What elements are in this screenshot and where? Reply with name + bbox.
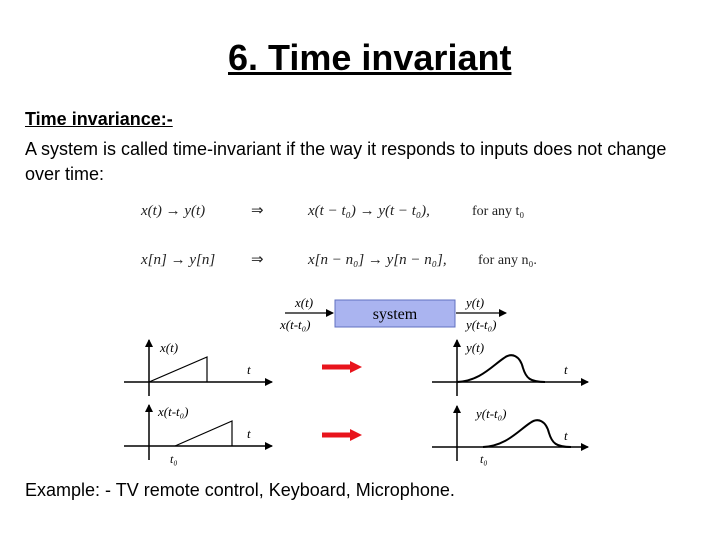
plot-input-shifted: [124, 404, 272, 466]
input-label-bottom: x(t-t₀): [280, 317, 311, 332]
eq-continuous-lhs: x(t) → y(t): [141, 203, 206, 219]
signal-curve: [149, 357, 207, 382]
eq-discrete-implies: ⇒: [251, 252, 264, 268]
tick-t0: t₀: [480, 452, 488, 466]
eq-discrete-condition: for any n₀.: [478, 253, 537, 268]
xlabel: t: [247, 362, 251, 377]
ylabel: x(t): [160, 340, 179, 355]
system-block-diagram: [279, 295, 506, 332]
input-label-top: x(t): [295, 295, 314, 310]
eq-continuous-rhs: x(t − t₀) → y(t − t₀),: [308, 203, 430, 219]
eq-continuous-condition: for any t₀: [472, 204, 525, 219]
eq-discrete-lhs: x[n] → y[n]: [141, 252, 216, 268]
section-heading: Time invariance:-: [25, 109, 173, 129]
system-label: system: [372, 306, 418, 323]
xlabel: t: [564, 428, 568, 443]
eq-continuous-implies: ⇒: [251, 203, 264, 219]
example-text: Example: - TV remote control, Keyboard, Microphone.: [25, 480, 455, 500]
signal-curve: [175, 421, 232, 446]
red-arrow-top-head: [350, 361, 362, 373]
output-label-bottom: y(t-t₀): [466, 317, 497, 332]
signal-curve: [457, 355, 545, 382]
xlabel: t: [247, 426, 251, 441]
xlabel: t: [564, 362, 568, 377]
transform-arrows: [322, 361, 362, 441]
plot-output-shifted: [432, 406, 588, 466]
slide-title: 6. Time invariant: [228, 37, 512, 78]
eq-discrete-rhs: x[n − n₀] → y[n − n₀],: [308, 252, 447, 268]
tick-t0: t₀: [170, 452, 178, 466]
plot-output-original: [432, 340, 588, 396]
ylabel: x(t-t₀): [158, 404, 189, 419]
red-arrow-bottom-head: [350, 429, 362, 441]
ylabel: y(t-t₀): [476, 406, 507, 421]
output-label-top: y(t): [466, 295, 485, 310]
plot-input-original: [124, 340, 272, 396]
signal-curve: [483, 420, 571, 447]
definition-text: A system is called time-invariant if the way it responds to inputs does not change over time:: [25, 139, 667, 184]
ylabel: y(t): [466, 340, 485, 355]
